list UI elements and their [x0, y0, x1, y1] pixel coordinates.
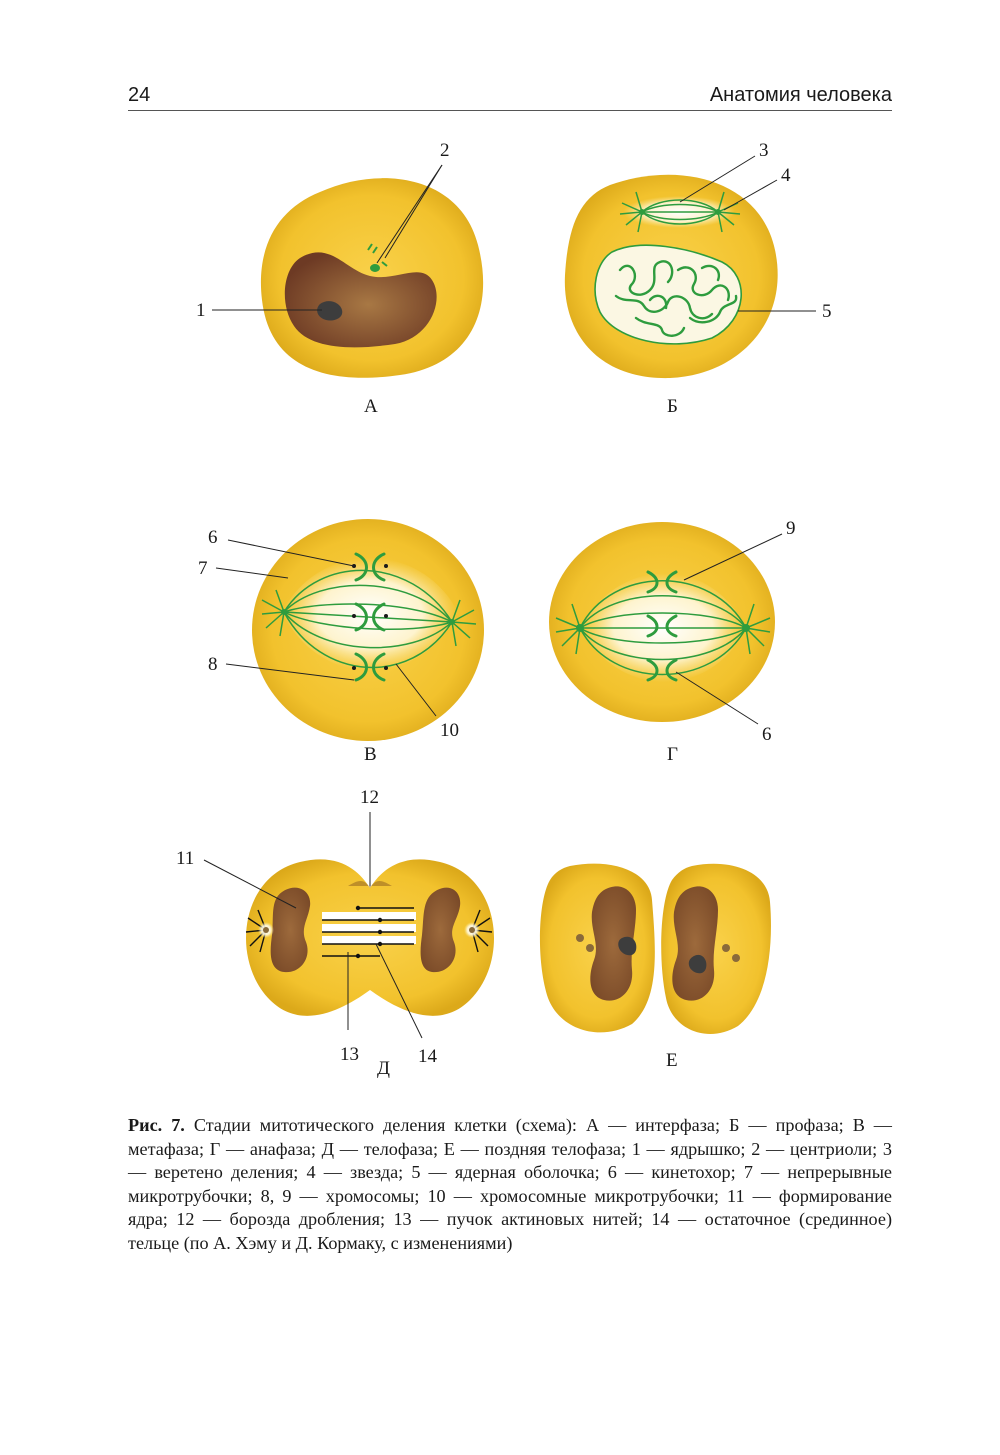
stage-label-v: В	[364, 744, 377, 765]
stage-label-e: Е	[666, 1050, 678, 1071]
label-13: 13	[340, 1044, 359, 1065]
stage-label-a: А	[364, 396, 378, 417]
label-2: 2	[440, 140, 450, 161]
label-10: 10	[440, 720, 459, 741]
cell-stage-g	[549, 518, 796, 765]
cell-stage-d	[176, 787, 494, 1079]
label-4: 4	[781, 165, 791, 186]
label-8: 8	[208, 654, 218, 675]
label-5: 5	[822, 301, 832, 322]
label-7: 7	[198, 558, 208, 579]
caption-label: Рис. 7.	[128, 1115, 185, 1135]
label-14: 14	[418, 1046, 437, 1067]
nuclear-envelope	[595, 245, 741, 344]
label-12: 12	[360, 787, 379, 808]
cell-stage-b	[565, 140, 832, 417]
stage-label-d: Д	[377, 1058, 390, 1079]
label-3: 3	[759, 140, 769, 161]
cell-stage-a	[196, 140, 483, 417]
label-6: 6	[208, 527, 218, 548]
stage-label-b: Б	[667, 396, 678, 417]
stage-label-g: Г	[667, 744, 678, 765]
cell-stage-e	[540, 864, 771, 1071]
label-11: 11	[176, 848, 195, 869]
running-title: Анатомия человека	[709, 84, 892, 106]
cell-stage-v	[198, 519, 484, 765]
label-1: 1	[196, 300, 206, 321]
nucleus-e-right	[672, 886, 718, 1000]
page-number: 24	[128, 84, 151, 106]
label-6-anaphase: 6	[762, 724, 772, 745]
caption-text: Стадии митотического деления клетки (схема): А — интерфаза; Б — профаза; В — метафаза; Г — анафаза; Д — телофаза; Е — поздняя телофаза; 1 — ядрышко; 2 — центриоли; 3 — веретено деления; 4 — звезда; 5 — ядерная оболочка; 6 — кинетохор; 7 — непрерывные микротрубочки; 8, 9 — хромосомы; 10 — хромосомные микротрубочки; 11 — формирование ядра; 12 — борозда дробления; 13 — пучок актиновых нитей; 14 — остаточное (срединное) тельце (по А. Хэму и Д. Кормаку, с изменениями)	[128, 1115, 892, 1253]
label-9: 9	[786, 518, 796, 539]
figure-caption	[128, 1114, 892, 1255]
